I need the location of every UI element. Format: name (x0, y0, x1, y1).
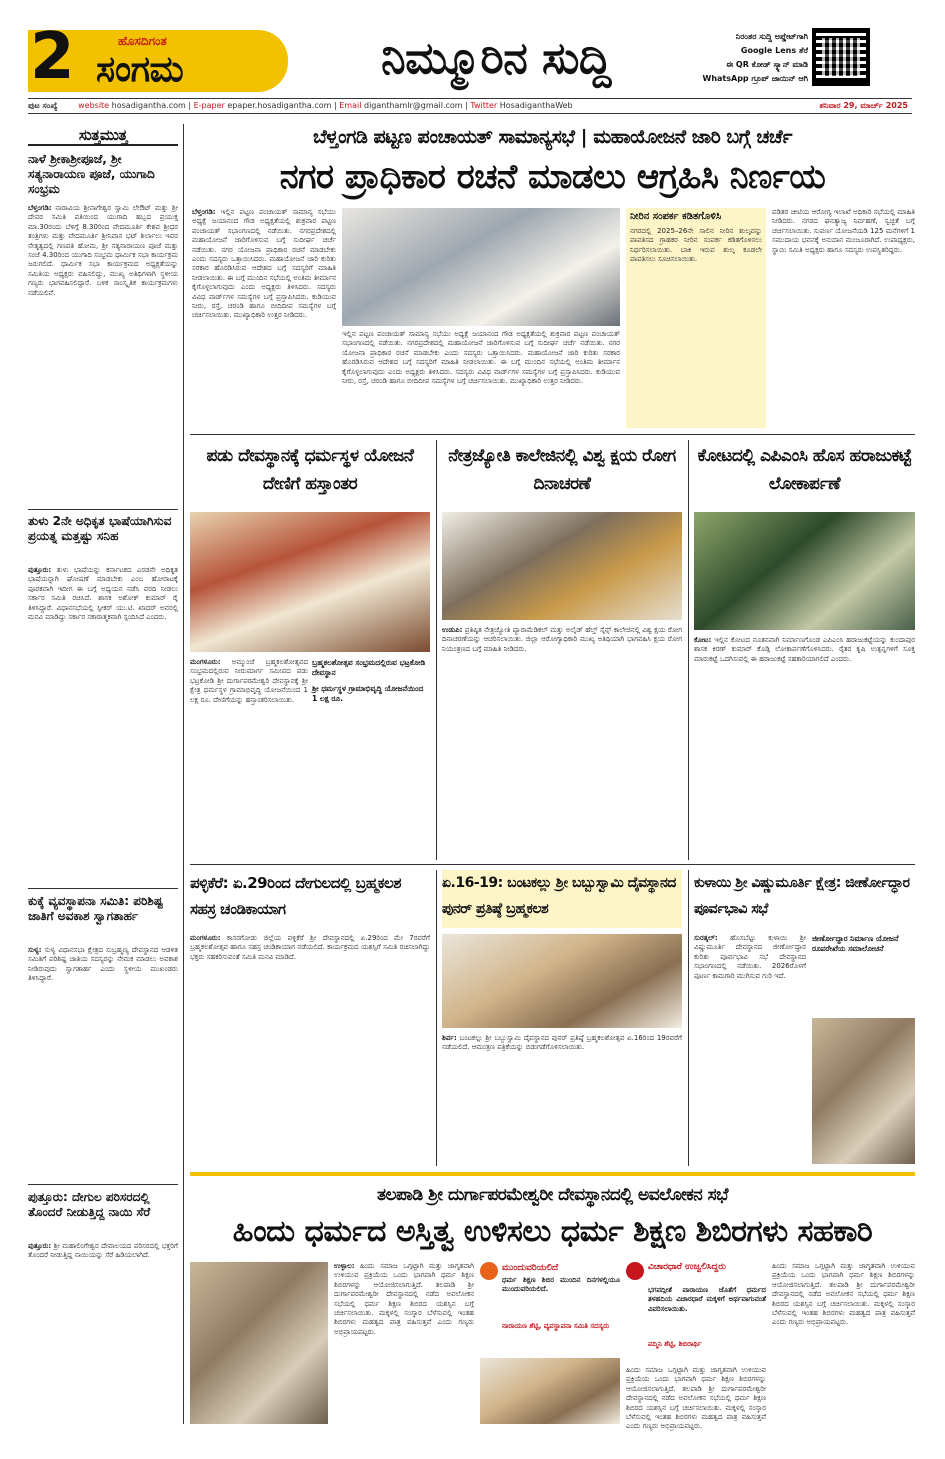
email-link[interactable]: diganthamlr@gmail.com (363, 101, 463, 110)
section-title: ನಿಮ್ಮೂರಿನ ಸುದ್ದಿ (381, 33, 611, 84)
lead-body-col1: ಬೆಳ್ತಂಗಡಿ: ಇಲ್ಲಿನ ಪಟ್ಟಣ ಪಂಚಾಯತ್ ಸಾಮಾನ್ಯ ಸಭೆಯು ಅಧ್ಯಕ್ಷೆ ಜಯಾನಂದ ಗೌಡ ಅಧ್ಯಕ್ಷತೆಯಲ್ಲಿ ಶುಕ್ರವಾರ ಪಟ್ಟಣ ಪಂಚಾಯತ್ ಸಭಾಂಗಣದಲ್ಲಿ ನಡೆಯಿತು. ನಗರಪ್ರದೇಶದಲ್ಲಿ ಮಹಾಯೋಜನೆ ಜಾರಿಗೊಳಿಸುವ ಬಗ್ಗೆ ಸುದೀರ್ಘ ಚರ್ಚೆ ನಡೆಯಿತು. ನಗರ ಯೋಜನಾ ಪ್ರಾಧಿಕಾರ ರಚನೆ ಮಾಡಬೇಕು ಎಂದು ಸದಸ್ಯರು ಒತ್ತಾಯಿಸಿದರು. ಮಹಾಯೋಜನೆ ಜಾರಿ ಕುರಿತು ಸರಕಾರ ಹೊರಡಿಸಿರುವ ಆದೇಶದ ಬಗ್ಗೆ ಸದಸ್ಯರಿಗೆ ಮಾಹಿತಿ ನೀಡಲಾಯಿತು. ಈ ಬಗ್ಗೆ ಮುಂದಿನ ಸಭೆಯಲ್ಲಿ ಅಂತಿಮ ತೀರ್ಮಾನ ಕೈಗೊಳ್ಳಲಾಗುವುದು ಎಂದು ಅಧ್ಯಕ್ಷರು ತಿಳಿಸಿದರು. ಸದಸ್ಯರು ವಿವಿಧ ವಾರ್ಡ್‌ಗಳ ಸಮಸ್ಯೆಗಳ ಬಗ್ಗೆ ಪ್ರಸ್ತಾಪಿಸಿದರು. ಕುಡಿಯುವ ನೀರು, ರಸ್ತೆ, ಚರಂಡಿ ಹಾಗೂ ಬೀದಿದೀಪ ಸಮಸ್ಯೆಗಳ ಬಗ್ಗೆ ಚರ್ಚಿಸಲಾಯಿತು. ಮುಖ್ಯಾಧಿಕಾರಿ ಉತ್ತರ ನೀಡಿದರು. (192, 208, 336, 320)
divider (28, 509, 178, 510)
row2-story-2-headline: ನೇತ್ರಜ್ಯೋತಿ ಕಾಲೇಜಿನಲ್ಲಿ ವಿಶ್ವ ಕ್ಷಯ ರೋಗ ದಿನಾಚರಣೆ (448, 446, 676, 494)
epaper-link[interactable]: epaper.hosadigantha.com (227, 101, 332, 110)
row3-story-2-headline: ಏ.16-19: ಬಂಟಕಲ್ಲು ಶ್ರೀ ಬಬ್ಬುಸ್ವಾಮಿ ದೈವಸ್ಥಾನದ ಪುನರ್ ಪ್ರತಿಷ್ಠೆ ಬ್ರಹ್ಮಕಲಶ (442, 870, 682, 928)
brand-small: ಹೊಸದಿಗಂತ (118, 34, 167, 48)
issue-date: ಶನಿವಾರ 29, ಮಾರ್ಚ್ 2025 (819, 101, 908, 110)
bottom-band (190, 1172, 915, 1176)
brand-title: ಸಂಗಮ (96, 49, 184, 90)
qr-caption: ನಿರಂತರ ಸುದ್ದಿ ಅಪ್ಡೇಟ್‌ಗಾಗಿ Google Lens ತೆರೆ ಈ QR ಕೋಡ್ ಸ್ಕ್ಯಾನ್ ಮಾಡಿ WhatsApp ಗ್ರೂಪ್ ಜಾಯಿನ್ ಆಗಿ (702, 32, 808, 83)
qr-code[interactable] (812, 28, 870, 86)
lead-headline: ನಗರ ಪ್ರಾಧಿಕಾರ ರಚನೆ ಮಾಡಲು ಆಗ್ರಹಿಸಿ ನಿರ್ಣಯ (279, 157, 826, 197)
lead-side-box-body: ನಗರದಲ್ಲಿ 2025–26ನೇ ಸಾಲಿನ ನೀರಿನ ಶುಲ್ಕವನ್ನು ಪಾವತಿಸದ ಗ್ರಾಹಕರ ನೀರಿನ ಸಂಪರ್ಕ ಕಡಿತಗೊಳಿಸಲು ನಿರ್ಧರಿಸಲಾಯಿತು. ಬಾಕಿ ಇರುವ ಶುಲ್ಕ ಕೂಡಲೇ ಪಾವತಿಸಲು ಸೂಚಿಸಲಾಯಿತು. (630, 227, 762, 264)
quote-box-1 (480, 1262, 620, 1354)
lead-photo (342, 208, 620, 326)
row3-story-1-headline: ಪಳ್ಳಿಕೆರೆ: ಏ.29ರಿಂದ ದೇಗುಲದಲ್ಲಿ ಬ್ರಹ್ಮಕಲಶ ಸಹಸ್ರ ಚಂಡಿಕಾಯಾಗ (190, 874, 401, 918)
quote-2-by: ಪದ್ಮಿನಿ ಶೆಟ್ಟಿ, ಶಿಬಿರಾರ್ಥಿ (648, 1340, 702, 1348)
sidebar-story-3-headline: ಕುಕ್ಕೆ ವ್ಯವಸ್ಥಾಪನಾ ಸಮಿತಿ: ಪರಿಶಿಷ್ಟ ಜಾತಿಗೆ ಅವಕಾಶ ಸ್ವಾಗತಾರ್ಹ (28, 894, 163, 923)
row2-story-1-body: ಮಂಗಳೂರು: ಅಮ್ಮುಂಜೆ ಬ್ರಹ್ಮಕಲಶೋತ್ಸವದ ಸಂಭ್ರಮದಲ್ಲಿರುವ ನೀರುಮಾರ್ಗ ಸಮೀಪದ ಪಡು ಭಟ್ರಕೋಡಿ ಶ್ರೀ ದುರ್ಗಾಪರಮೇಶ್ವರಿ ದೇವಸ್ಥಾನಕ್ಕೆ ಶ್ರೀ ಕ್ಷೇತ್ರ ಧರ್ಮಸ್ಥಳ ಗ್ರಾಮಾಭಿವೃದ್ಧಿ ಯೋಜನೆಯಿಂದ 1 ಲಕ್ಷ ರೂ. ದೇಣಿಗೆಯನ್ನು ಹಸ್ತಾಂತರಿಸಲಾಯಿತು. (190, 658, 308, 704)
bottom-body-col5: ಹಿಂದು ಸಮಾಜ ಒಗ್ಗಟ್ಟಾಗಿ ಮತ್ತು ಜಾಗೃತವಾಗಿ ಉಳಿಯುವ ಪ್ರಕ್ರಿಯೆಯ ಒಂದು ಭಾಗವಾಗಿ ಧರ್ಮ ಶಿಕ್ಷಣ ಶಿಬಿರಗಳನ್ನು ಆಯೋಜಿಸಲಾಗುತ್ತಿದೆ. ತಲಪಾಡಿ ಶ್ರೀ ದುರ್ಗಾಪರಮೇಶ್ವರೀ ದೇವಸ್ಥಾನದಲ್ಲಿ ನಡೆದ ಅವಲೋಕನ ಸಭೆಯಲ್ಲಿ ಧರ್ಮ ಶಿಕ್ಷಣ ಶಿಬಿರದ ಯಶಸ್ಸಿನ ಬಗ್ಗೆ ಚರ್ಚಿಸಲಾಯಿತು. ಮಕ್ಕಳಲ್ಲಿ ಸಂಸ್ಕಾರ ಬೆಳೆಸುವಲ್ಲಿ ಇಂತಹ ಶಿಬಿರಗಳು ಮಹತ್ವದ ಪಾತ್ರ ವಹಿಸುತ್ತವೆ ಎಂದು ಗಣ್ಯರು ಅಭಿಪ್ರಾಯಪಟ್ಟರು. (772, 1262, 915, 1327)
bottom-photo-2 (480, 1358, 620, 1424)
lead-side-box-title: ನೀರಿನ ಸಂಪರ್ಕ ಕಡಿತಗೊಳಿಸಿ (630, 211, 722, 222)
column-rule (436, 440, 437, 860)
quote-box-2 (626, 1262, 766, 1362)
row3-story-2-body: ಶಿರ್ವ: ಬಂಟಕಲ್ಲು ಶ್ರೀ ಬಬ್ಬುಸ್ವಾಮಿ ದೈವಸ್ಥಾನದ ಪುನರ್ ಪ್ರತಿಷ್ಠೆ ಬ್ರಹ್ಮಕಲಶೋತ್ಸವ ಏ.16ರಿಂದ 19ರವರೆಗೆ ನಡೆಯಲಿದೆ. ಆಮಂತ್ರಣ ಪತ್ರಿಕೆಯನ್ನು ಬಿಡುಗಡೆಗೊಳಿಸಲಾಯಿತು. (442, 1034, 682, 1052)
divider (190, 434, 915, 435)
sidebar-story-4-body: ಪುತ್ತೂರು: ಶ್ರೀ ಮಹಾಲಿಂಗೇಶ್ವರ ದೇವಾಲಯದ ಪರಿಸರದಲ್ಲಿ ಭಕ್ತರಿಗೆ ತೊಂದರೆ ನೀಡುತ್ತಿದ್ದ ನಾಯಿಯನ್ನು ಸೆರೆ ಹಿಡಿಯಲಾಗಿದೆ. (28, 1242, 178, 1260)
row3-story-3-note: ಜೀರ್ಣೋದ್ಧಾರ ನಿರ್ಮಾಣ ಯೋಜನೆ ರೂಪರೇಖೆಯ ಸಮಾಲೋಚನೆ (812, 934, 899, 953)
lead-kicker: ಬೆಳ್ತಂಗಡಿ ಪಟ್ಟಣ ಪಂಚಾಯತ್ ಸಾಮಾನ್ಯಸಭೆ | ಮಹಾಯೋಜನೆ ಜಾರಿ ಬಗ್ಗೆ ಚರ್ಚೆ (313, 126, 792, 148)
bottom-headline: ಹಿಂದು ಧರ್ಮದ ಅಸ್ತಿತ್ವ ಉಳಿಸಲು ಧರ್ಮ ಶಿಕ್ಷಣ ಶಿಬಿರಗಳು ಸಹಕಾರಿ (232, 1214, 873, 1249)
bottom-photo (190, 1262, 328, 1424)
row3-story-3-headline: ಕುಳಾಯಿ ಶ್ರೀ ವಿಷ್ಣುಮೂರ್ತಿ ಕ್ಷೇತ್ರ: ಜೀರ್ಣೋದ್ಧಾರ ಪೂರ್ವಭಾವಿ ಸಭೆ (694, 875, 910, 917)
website-link[interactable]: hosadigantha.com (111, 101, 186, 110)
row3-story-2-photo (442, 934, 682, 1028)
sidebar-story-1-body: ಬೆಳ್ತಂಗಡಿ: ನಾರಾವಿಯ ಶ್ರೀನಾಗೇಶ್ವರ ಸ್ವಾಮಿ ಲೇಔಟ್ ಮತ್ತು ಶ್ರೀ ದೇವರ ಸಮಿತಿ ವತಿಯಿಂದ ಯುಗಾದಿ ಹಬ್ಬದ ಪ್ರಯುಕ್ತ ಮಾ.30ರಂದು ಬೆಳಿಗ್ಗೆ 8.30ರಿಂದ ವೇದಮೂರ್ತಿ ಕೇಶವ ಶ್ರೀಧರ ತಂತ್ರಿಗಳು ಮತ್ತು ವೇದಮೂರ್ತಿ ಶ್ರೀನಿವಾಸ ಭಟ್ ಶಿರ್ಲಾಲು ಇವರ ನೇತೃತ್ವದಲ್ಲಿ ಗಣಪತಿ ಹೋಮ, ಶ್ರೀ ಸತ್ಯನಾರಾಯಣ ಪೂಜೆ ಮತ್ತು ಸಂಜೆ 4.30ರಿಂದ ಯುಗಾದಿ ಸಂಭ್ರಮ ಧಾರ್ಮಿಕ ಸಭಾ ಕಾರ್ಯಕ್ರಮ ಜರುಗಲಿದೆ. ಧಾರ್ಮಿಕ ಸಭಾ ಕಾರ್ಯಕ್ರಮದ ಅಧ್ಯಕ್ಷತೆಯನ್ನು ಸಮಿತಿಯ ಅಧ್ಯಕ್ಷರು ವಹಿಸಲಿದ್ದು, ಮುಖ್ಯ ಅತಿಥಿಗಳಾಗಿ ಸ್ಥಳೀಯ ಗಣ್ಯರು ಭಾಗವಹಿಸಲಿದ್ದಾರೆ. ಬಳಿಕ ಸಾಂಸ್ಕೃತಿಕ ಕಾರ್ಯಕ್ರಮಗಳು ನಡೆಯಲಿವೆ. (28, 204, 178, 297)
row3-story-1-body: ಮಂಗಳೂರು: ಕಾಸರಗೋಡು ಜಿಲ್ಲೆಯ ಪಳ್ಳಿಕೆರೆ ಶ್ರೀ ದೇವಸ್ಥಾನದಲ್ಲಿ ಏ.29ರಿಂದ ಮೇ 7ರವರೆಗೆ ಬ್ರಹ್ಮಕಲಶೋತ್ಸವ ಹಾಗೂ ಸಹಸ್ರ ಚಂಡಿಕಾಯಾಗ ನಡೆಯಲಿದೆ. ಕಾರ್ಯಕ್ರಮದ ಯಶಸ್ಸಿಗೆ ಸಮಿತಿ ರಚಿಸಲಾಗಿದ್ದು ಭಕ್ತರು ಸಹಕರಿಸುವಂತೆ ಸಮಿತಿ ಮನವಿ ಮಾಡಿದೆ. (190, 934, 430, 961)
sidebar-story-4-headline: ಪುತ್ತೂರು: ದೇಗುಲ ಪರಿಸರದಲ್ಲಿ ತೊಂದರೆ ನೀಡುತ್ತಿದ್ದ ನಾಯಿ ಸೆರೆ (28, 1190, 151, 1219)
row2-story-2-photo (442, 512, 682, 620)
lead-side-box (626, 208, 766, 428)
row2-story-1-notes: ಬ್ರಹ್ಮಕಲಶೋತ್ಸವ ಸಂಭ್ರಮದಲ್ಲಿರುವ ಭಟ್ರಕೋಡಿ ದೇವಸ್ಥಾನ ಶ್ರೀ ಧರ್ಮಸ್ಥಳ ಗ್ರಾಮಾಭಿವೃದ್ಧಿ ಯೋಜನೆಯಿಂದ 1 ಲಕ್ಷ ರೂ. (312, 658, 426, 703)
row2-story-3-headline: ಕೋಟದಲ್ಲಿ ಎಪಿಎಂಸಿ ಹೊಸ ಹರಾಜುಕಟ್ಟೆ ಲೋಕಾರ್ಪಣೆ (697, 446, 912, 494)
row2-story-3-photo (694, 512, 915, 630)
column-rule (183, 124, 184, 1424)
row2-story-1-photo (190, 512, 430, 652)
info-bar: ಪುಟ ಸಂಖ್ಯೆ website hosadigantha.com | E-paper epaper.hosadigantha.com | Email diganthamlr@gmail.com | Twitter HosadiganthaWeb ಶನಿವಾರ 29, ಮಾರ್ಚ್ 2025 (28, 98, 912, 114)
bottom-body-col1: ಉಳ್ಳಾಲ: ಹಿಂದು ಸಮಾಜ ಒಗ್ಗಟ್ಟಾಗಿ ಮತ್ತು ಜಾಗೃತವಾಗಿ ಉಳಿಯುವ ಪ್ರಕ್ರಿಯೆಯ ಒಂದು ಭಾಗವಾಗಿ ಧರ್ಮ ಶಿಕ್ಷಣ ಶಿಬಿರಗಳನ್ನು ಆಯೋಜಿಸಲಾಗುತ್ತಿದೆ. ತಲಪಾಡಿ ಶ್ರೀ ದುರ್ಗಾಪರಮೇಶ್ವರೀ ದೇವಸ್ಥಾನದಲ್ಲಿ ನಡೆದ ಅವಲೋಕನ ಸಭೆಯಲ್ಲಿ ಧರ್ಮ ಶಿಕ್ಷಣ ಶಿಬಿರದ ಯಶಸ್ಸಿನ ಬಗ್ಗೆ ಚರ್ಚಿಸಲಾಯಿತು. ಮಕ್ಕಳಲ್ಲಿ ಸಂಸ್ಕಾರ ಬೆಳೆಸುವಲ್ಲಿ ಇಂತಹ ಶಿಬಿರಗಳು ಮಹತ್ವದ ಪಾತ್ರ ವಹಿಸುತ್ತವೆ ಎಂದು ಗಣ್ಯರು ಅಭಿಪ್ರಾಯಪಟ್ಟರು. (334, 1262, 475, 1336)
sidebar-story-3-body: ಸುಳ್ಯ: ಸುಳ್ಯ ವಿಧಾನಸಭಾ ಕ್ಷೇತ್ರದ ಸುಬ್ರಹ್ಮಣ್ಯ ದೇವಸ್ಥಾನದ ಆಡಳಿತ ಸಮಿತಿಗೆ ಪರಿಶಿಷ್ಟ ಜಾತಿಯ ಸದಸ್ಯರನ್ನು ನೇಮಕ ಮಾಡಲು ಅವಕಾಶ ನೀಡಿರುವುದು ಸ್ವಾಗತಾರ್ಹ ಎಂದು ಸ್ಥಳೀಯ ಮುಖಂಡರು ತಿಳಿಸಿದ್ದಾರೆ. (28, 946, 178, 983)
twitter-link[interactable]: HosadiganthaWeb (499, 101, 573, 110)
column-rule (688, 870, 689, 1166)
divider (28, 1184, 178, 1185)
page-number: 2 (30, 20, 75, 94)
sidebar-story-1-headline: ನಾಳೆ ಶ್ರೀಕಾಶ್ರೀಪೂಜೆ, ಶ್ರೀ ಸತ್ಯನಾರಾಯಣ ಪೂಜೆ, ಯುಗಾದಿ ಸಂಭ್ರಮ (28, 152, 155, 196)
column-rule (436, 870, 437, 1166)
row2-story-3-body: ಕೋಟ: ಇಲ್ಲಿನ ಕೋಟದ ನೂತನವಾಗಿ ನಿರ್ಮಾಣಗೊಂಡ ಎಪಿಎಂಸಿ ಹರಾಜುಕಟ್ಟೆಯನ್ನು ಕುಂದಾಪುರ ಶಾಸಕ ಕಿರಣ್ ಕುಮಾರ್ ಕೊಡ್ಗಿ ಲೋಕಾರ್ಪಣೆಗೊಳಿಸಿದರು. ರೈತರ ಕೃಷಿ ಉತ್ಪನ್ನಗಳಿಗೆ ಸೂಕ್ತ ಮಾರುಕಟ್ಟೆ ಒದಗಿಸುವಲ್ಲಿ ಈ ಹರಾಜುಕಟ್ಟೆ ಸಹಕಾರಿಯಾಗಲಿದೆ ಎಂದರು. (694, 636, 915, 663)
row3-story-3-photo (812, 1018, 915, 1164)
quote-icon (626, 1262, 644, 1280)
quote-1-body: ಧರ್ಮ ಶಿಕ್ಷಣ ಶಿಬಿರ ಮುಂದಿನ ದಿನಗಳಲ್ಲಿಯೂ ಮುಂದುವರಿಯಲಿದೆ. (502, 1276, 620, 1294)
sidebar-story-2-body: ಪುತ್ತೂರು: ತುಳು ಭಾಷೆಯನ್ನು ಕರ್ನಾಟಕದ ಎರಡನೇ ಅಧಿಕೃತ ಭಾಷೆಯನ್ನಾಗಿ ಘೋಷಣೆ ಮಾಡಬೇಕು ಎಂಬ ಹೋರಾಟಕ್ಕೆ ಪೂರಕವಾಗಿ ಇದೀಗ ಈ ಬಗ್ಗೆ ಅಧ್ಯಯನ ನಡೆಸಿ ವರದಿ ನೀಡಲು ಸರ್ಕಾರ ಸಮಿತಿ ರಚಿಸಿದೆ. ಶಾಸಕ ಅಶೋಕ್ ಕುಮಾರ್ ರೈ ತಿಳಿಸಿದ್ದಾರೆ. ವಿಧಾನಸಭೆಯಲ್ಲಿ ಸ್ಪೀಕರ್ ಯು.ಟಿ. ಖಾದರ್ ಅವರಲ್ಲಿ ಮನವಿ ಮಾಡಿದ್ದು ಸರ್ಕಾರ ಸಕಾರಾತ್ಮಕವಾಗಿ ಸ್ಪಂದಿಸಿದೆ ಎಂದರು. (28, 566, 178, 622)
row2-story-2-body: ಉಡುಪಿ: ಪ್ರತಿಷ್ಠಿತ ನೇತ್ರಜ್ಯೋತಿ ಪ್ಯಾರಾಮೆಡಿಕಲ್ ಮತ್ತು ಅಲೈಡ್ ಹೆಲ್ತ್ ಸೈನ್ಸ್ ಕಾಲೇಜಿನಲ್ಲಿ ವಿಶ್ವ ಕ್ಷಯ ರೋಗ ದಿನಾಚರಣೆಯನ್ನು ಆಚರಿಸಲಾಯಿತು. ಜಿಲ್ಲಾ ಆರೋಗ್ಯಾಧಿಕಾರಿ ಮುಖ್ಯ ಅತಿಥಿಯಾಗಿ ಭಾಗವಹಿಸಿ ಕ್ಷಯ ರೋಗ ನಿಯಂತ್ರಣದ ಬಗ್ಗೆ ಮಾಹಿತಿ ನೀಡಿದರು. (442, 626, 682, 653)
divider (190, 864, 915, 865)
sidebar-story-2-headline: ತುಳು 2ನೇ ಅಧಿಕೃತ ಭಾಷೆಯಾಗಿಸುವ ಪ್ರಯತ್ನ ಮತ್ತಷ್ಟು ಸನಿಹ (28, 514, 172, 543)
column-rule (688, 440, 689, 860)
sidebar (28, 124, 178, 1424)
row2-story-1-headline: ಪಡು ದೇವಸ್ಥಾನಕ್ಕೆ ಧರ್ಮಸ್ಥಳ ಯೋಜನೆ ದೇಣಿಗೆ ಹಸ್ತಾಂತರ (206, 446, 414, 494)
sidebar-title: ಸುತ್ತಮುತ್ತ (28, 124, 178, 146)
lead-body-col4: ಪಡಿತರ ಚೀಟಿಯ ಆರೋಗ್ಯ ಇಲಾಖೆ ಅಧಿಕಾರಿ ಸಭೆಯಲ್ಲಿ ಮಾಹಿತಿ ನೀಡಿದರು. ನಗರದ ಘನತ್ಯಾಜ್ಯ ನಿರ್ವಹಣೆ, ಸ್ವಚ್ಛತೆ ಬಗ್ಗೆ ಚರ್ಚಿಸಲಾಯಿತು. ಸುವರ್ಣ ಯೋಜನೆಯಡಿ 125 ಮನೆಗಳಿಗೆ 1 ಸಮುದಾಯ ಭವನಕ್ಕೆ ಅನುದಾನ ಮಂಜೂರಾಗಿದೆ. ಉಪಾಧ್ಯಕ್ಷರು, ಸ್ಥಾಯಿ ಸಮಿತಿ ಅಧ್ಯಕ್ಷರು ಹಾಗೂ ಸದಸ್ಯರು ಉಪಸ್ಥಿತರಿದ್ದರು. (772, 208, 915, 254)
quote-2-body: ಭಗವದ್ಗೀತೆ ಪಾರಾಯಣ ಜೊತೆಗೆ ಧರ್ಮದ ತಳಹದಿಯ ವಿಚಾರಧಾರೆ ಮಕ್ಕಳಿಗೆ ಅರ್ಥವಾಗುವಂತೆ ವಿವರಿಸಲಾಯಿತು. (648, 1286, 766, 1313)
quote-2-title: ವಿಚಾರಧಾರೆ ಉಜ್ವಲಿಸಿದ್ದರು (648, 1262, 726, 1272)
bottom-kicker: ತಲಪಾಡಿ ಶ್ರೀ ದುರ್ಗಾಪರಮೇಶ್ವರೀ ದೇವಸ್ಥಾನದಲ್ಲಿ ಅವಲೋಕನ ಸಭೆ (377, 1185, 728, 1205)
masthead (0, 0, 945, 118)
lead-body-col2: ಇಲ್ಲಿನ ಪಟ್ಟಣ ಪಂಚಾಯತ್ ಸಾಮಾನ್ಯ ಸಭೆಯು ಅಧ್ಯಕ್ಷೆ ಜಯಾನಂದ ಗೌಡ ಅಧ್ಯಕ್ಷತೆಯಲ್ಲಿ ಶುಕ್ರವಾರ ಪಟ್ಟಣ ಪಂಚಾಯತ್ ಸಭಾಂಗಣದಲ್ಲಿ ನಡೆಯಿತು. ನಗರಪ್ರದೇಶದಲ್ಲಿ ಮಹಾಯೋಜನೆ ಜಾರಿಗೊಳಿಸುವ ಬಗ್ಗೆ ಸುದೀರ್ಘ ಚರ್ಚೆ ನಡೆಯಿತು. ನಗರ ಯೋಜನಾ ಪ್ರಾಧಿಕಾರ ರಚನೆ ಮಾಡಬೇಕು ಎಂದು ಸದಸ್ಯರು ಒತ್ತಾಯಿಸಿದರು. ಮಹಾಯೋಜನೆ ಜಾರಿ ಕುರಿತು ಸರಕಾರ ಹೊರಡಿಸಿರುವ ಆದೇಶದ ಬಗ್ಗೆ ಸದಸ್ಯರಿಗೆ ಮಾಹಿತಿ ನೀಡಲಾಯಿತು. ಈ ಬಗ್ಗೆ ಮುಂದಿನ ಸಭೆಯಲ್ಲಿ ಅಂತಿಮ ತೀರ್ಮಾನ ಕೈಗೊಳ್ಳಲಾಗುವುದು ಎಂದು ಅಧ್ಯಕ್ಷರು ತಿಳಿಸಿದರು. ಸದಸ್ಯರು ವಿವಿಧ ವಾರ್ಡ್‌ಗಳ ಸಮಸ್ಯೆಗಳ ಬಗ್ಗೆ ಪ್ರಸ್ತಾಪಿಸಿದರು. ಕುಡಿಯುವ ನೀರು, ರಸ್ತೆ, ಚರಂಡಿ ಹಾಗೂ ಬೀದಿದೀಪ ಸಮಸ್ಯೆಗಳ ಬಗ್ಗೆ ಚರ್ಚಿಸಲಾಯಿತು. ಮುಖ್ಯಾಧಿಕಾರಿ ಉತ್ತರ ನೀಡಿದರು. (342, 330, 620, 386)
bottom-body-col4: ಹಿಂದು ಸಮಾಜ ಒಗ್ಗಟ್ಟಾಗಿ ಮತ್ತು ಜಾಗೃತವಾಗಿ ಉಳಿಯುವ ಪ್ರಕ್ರಿಯೆಯ ಒಂದು ಭಾಗವಾಗಿ ಧರ್ಮ ಶಿಕ್ಷಣ ಶಿಬಿರಗಳನ್ನು ಆಯೋಜಿಸಲಾಗುತ್ತಿದೆ. ತಲಪಾಡಿ ಶ್ರೀ ದುರ್ಗಾಪರಮೇಶ್ವರೀ ದೇವಸ್ಥಾನದಲ್ಲಿ ನಡೆದ ಅವಲೋಕನ ಸಭೆಯಲ್ಲಿ ಧರ್ಮ ಶಿಕ್ಷಣ ಶಿಬಿರದ ಯಶಸ್ಸಿನ ಬಗ್ಗೆ ಚರ್ಚಿಸಲಾಯಿತು. ಮಕ್ಕಳಲ್ಲಿ ಸಂಸ್ಕಾರ ಬೆಳೆಸುವಲ್ಲಿ ಇಂತಹ ಶಿಬಿರಗಳು ಮಹತ್ವದ ಪಾತ್ರ ವಹಿಸುತ್ತವೆ ಎಂದು ಗಣ್ಯರು ಅಭಿಪ್ರಾಯಪಟ್ಟರು. (626, 1366, 766, 1431)
quote-icon (480, 1262, 498, 1280)
row3-story-3-body: ಸುರತ್ಕಲ್: ಹೊಸಬೆಟ್ಟು ಕುಳಾಯಿ ಶ್ರೀ ವಿಷ್ಣುಮೂರ್ತಿ ದೇವಸ್ಥಾನದ ಜೀರ್ಣೋದ್ಧಾರ ಕುರಿತು ಪೂರ್ವಭಾವಿ ಸಭೆ ದೇವಸ್ಥಾನದ ಸಭಾಂಗಣದಲ್ಲಿ ನಡೆಯಿತು. 2026ರೊಳಗೆ ಪೂರ್ಣ ಕಾಮಗಾರಿ ಮುಗಿಸುವ ಗುರಿ ಇದೆ. (694, 934, 807, 980)
divider (28, 888, 178, 889)
edition-label: ಪುಟ ಸಂಖ್ಯೆ (28, 101, 58, 110)
quote-1-title: ಮುಂದುವರಿಯಲಿದೆ (502, 1263, 559, 1273)
quote-1-by: ನಾರಾಯಣ ಶೆಟ್ಟಿ, ವ್ಯವಸ್ಥಾಪನಾ ಸಮಿತಿ ಸದಸ್ಯರು (502, 1322, 610, 1330)
